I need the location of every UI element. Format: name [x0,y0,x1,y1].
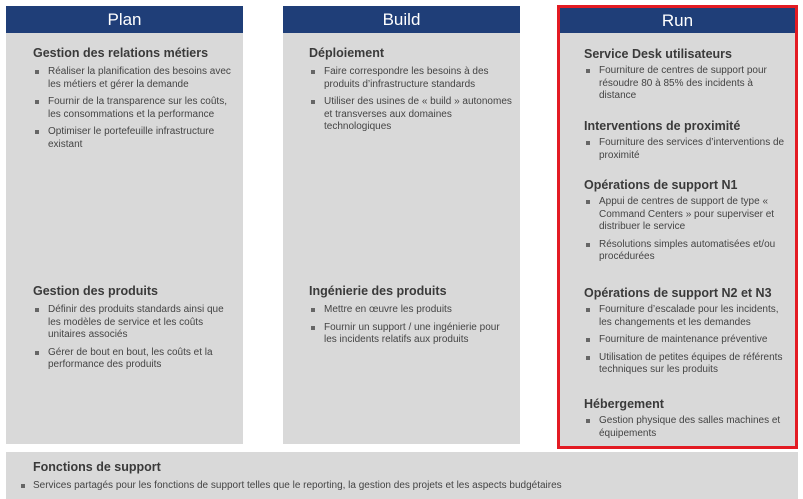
bullet-item: Fourniture des services d’interventions de proximité [584,137,791,162]
section-title: Ingénierie des produits [309,284,447,298]
bullet-item: Fournir un support / une ingénierie pour les incidents relatifs aux produits [309,322,514,347]
section-interventions-proximite [560,119,795,167]
section-hebergement [560,397,795,445]
bullet-list [584,304,791,377]
bullet-item: Utiliser des usines de « build » autonomes et transverses aux domaines technologiques [309,96,514,134]
bullet-list [309,66,514,134]
bullet-item: Gérer de bout en bout, les coûts et la performance des produits [33,347,237,372]
bullet-list [33,66,237,151]
plan-header: Plan [6,6,243,33]
section-title: Déploiement [309,46,385,60]
bullet-item: Définir des produits standards ainsi que les modèles de service et les coûts unitaires associés [33,304,237,342]
bullet-item: Réaliser la planification des besoins avec les métiers et gérer la demande [33,66,237,91]
section-title: Gestion des produits [33,284,159,298]
bullet-item: Appui de centres de support de type « Command Centers » pour superviser et distribuer le service [584,196,791,234]
bullet-item: Résolutions simples automatisées et/ou procédurées [584,239,791,264]
bullet-item: Mettre en œuvre les produits [309,304,514,317]
run-column [557,5,798,449]
section-title: Service Desk utilisateurs [584,47,732,61]
bullet-item: Fourniture de centres de support pour résoudre 80 à 85% des incidents à distance [584,65,791,103]
run-header: Run [560,8,795,33]
section-title: Fonctions de support [33,460,161,474]
section-title: Gestion des relations métiers [33,46,209,60]
support-functions-panel [6,452,798,499]
bullet-list [584,65,791,103]
section-title: Opérations de support N1 [584,178,738,192]
section-title: Hébergement [584,397,664,411]
build-column [283,6,520,444]
bullet-item: Faire correspondre les besoins à des produits d’infrastructure standards [309,66,514,91]
bullet-item: Optimiser le portefeuille infrastructure existant [33,126,237,151]
section-gestion-relations-metiers [6,46,243,156]
bullet-item: Fourniture de maintenance préventive [584,334,791,347]
section-gestion-produits [6,284,243,377]
bullet-list [33,480,798,493]
bullet-item: Gestion physique des salles machines et équipements [584,415,791,440]
plan-column [6,6,243,444]
bullet-item: Fournir de la transparence sur les coûts, les consommations et la performance [33,96,237,121]
section-operations-n1 [560,178,795,269]
section-operations-n2-n3 [560,286,795,382]
build-header: Build [283,6,520,33]
bullet-list [584,196,791,264]
section-deploiement [283,46,520,139]
section-service-desk [560,47,795,108]
section-ingenierie-produits [283,284,520,352]
bullet-list [584,415,791,440]
bullet-list [309,304,514,347]
bullet-item: Utilisation de petites équipes de référents techniques sur les produits [584,352,791,377]
section-title: Interventions de proximité [584,119,741,133]
bullet-list [584,137,791,162]
section-title: Opérations de support N2 et N3 [584,286,772,300]
bullet-item: Fourniture d’escalade pour les incidents, les changements et les demandes [584,304,791,329]
bullet-item: Services partagés pour les fonctions de support telles que le reporting, la gestion des projets et les aspects budgétaires [33,480,798,493]
bullet-list [33,304,237,372]
